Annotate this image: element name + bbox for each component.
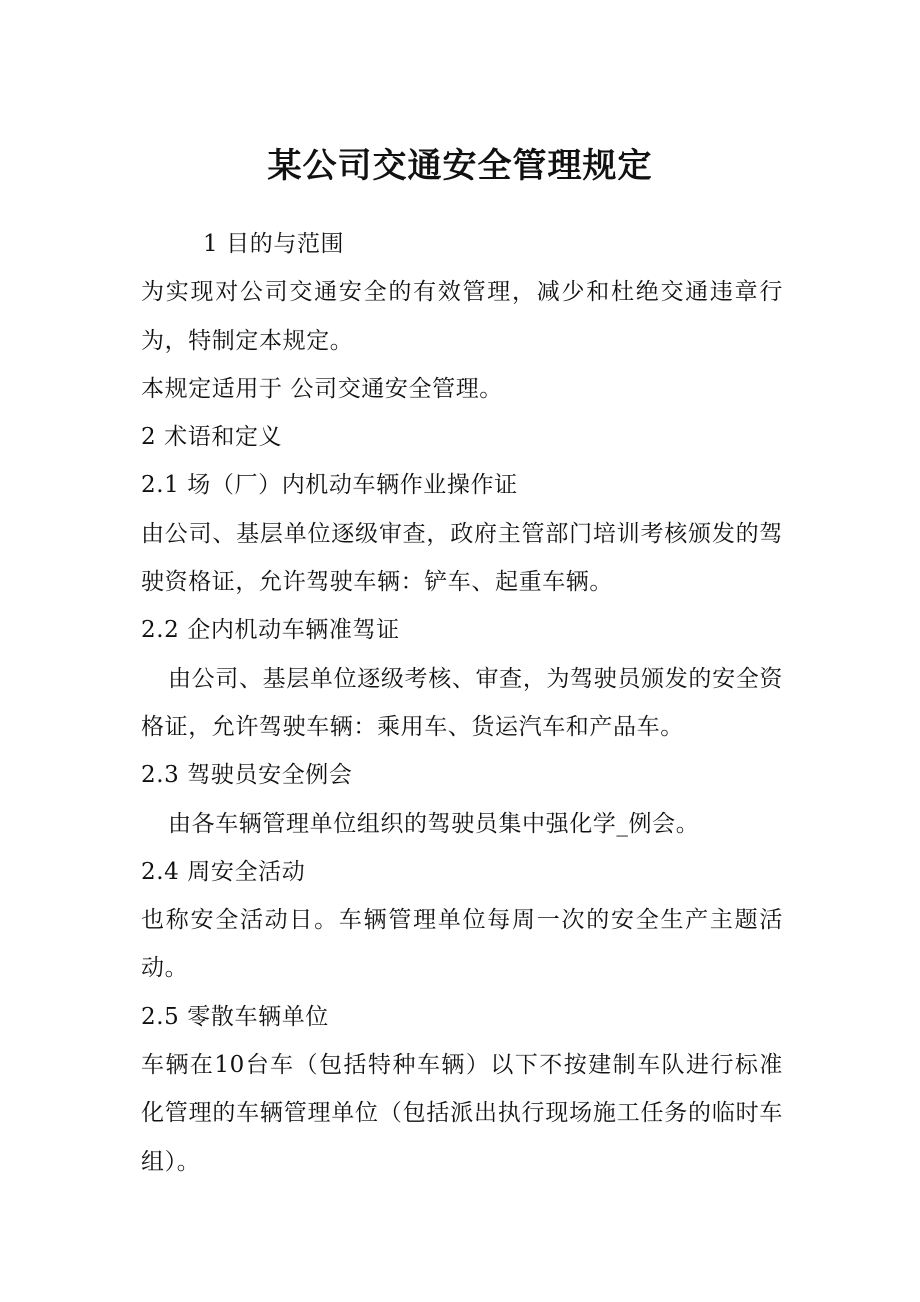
subsection-heading-2-1: 2.1 场（厂）内机动车辆作业操作证 (141, 472, 518, 499)
subsection-heading-2-3: 2.3 驾驶员安全例会 (141, 762, 353, 789)
subsection-heading-2-4: 2.4 周安全活动 (141, 858, 306, 885)
section-heading-1: 1 目的与范围 (203, 231, 345, 257)
paragraph-2-2: 由公司、基层单位逐级考核、审查，为驾驶员颁发的安全资格证，允许驾驶车辆：乘用车、货运汽车和产品车。 (141, 665, 783, 740)
subsection-heading-2-2: 2.2 企内机动车辆准驾证 (141, 617, 400, 644)
section-heading-2: 2 术语和定义 (141, 424, 283, 451)
subsection-heading-2-5: 2.5 零散车辆单位 (141, 1003, 329, 1030)
paragraph-2-3: 由各车辆管理单位组织的驾驶员集中强化学_例会。 (168, 810, 700, 837)
document-body (141, 220, 783, 1186)
paragraph-2-1: 由公司、基层单位逐级审查，政府主管部门培训考核颁发的驾驶资格证，允许驾驶车辆：铲车、起重车辆。 (141, 520, 783, 596)
paragraph-purpose: 为实现对公司交通安全的有效管理，减少和杜绝交通违章行为，特制定本规定。 (141, 279, 783, 354)
document-title: 某公司交通安全管理规定 (267, 146, 653, 186)
paragraph-2-5: 车辆在10台车（包括特种车辆）以下不按建制车队进行标准化管理的车辆管理单位（包括派出执行现场施工任务的临时车组）。 (141, 1052, 783, 1175)
paragraph-scope: 本规定适用于 公司交通安全管理。 (141, 375, 503, 402)
paragraph-2-4: 也称安全活动日。车辆管理单位每周一次的安全生产主题活动。 (141, 907, 783, 982)
